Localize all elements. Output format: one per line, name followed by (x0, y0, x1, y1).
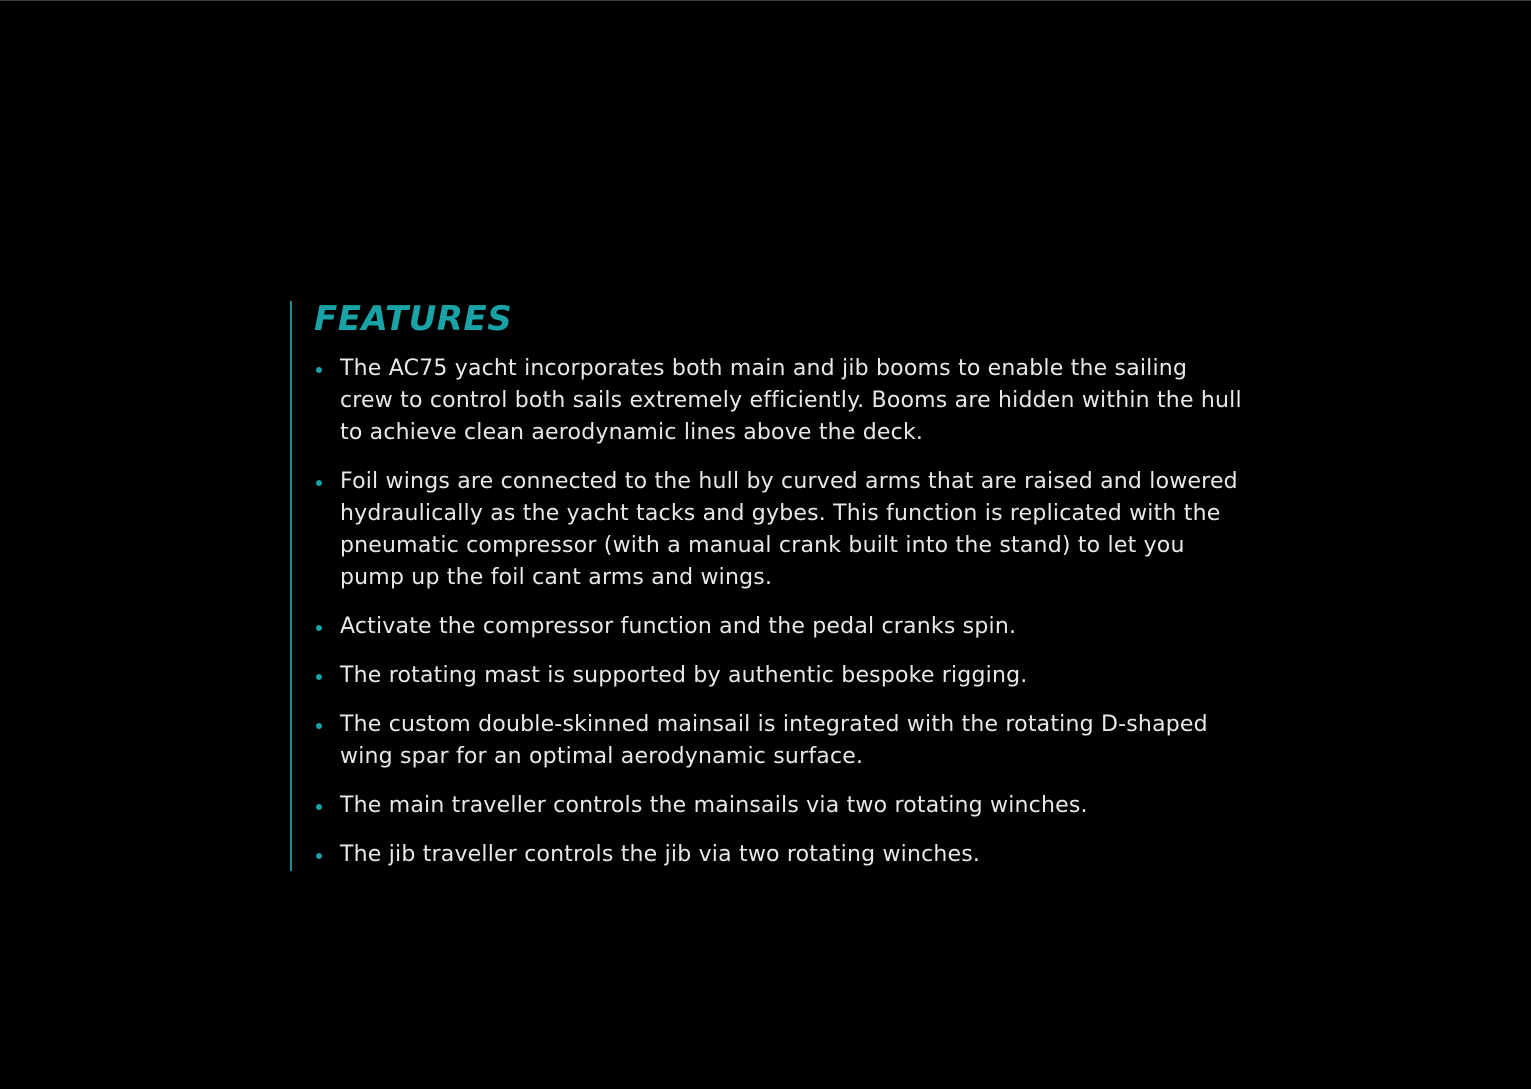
bullet-dot-icon (316, 853, 322, 859)
feature-item (314, 709, 1244, 773)
feature-list (314, 353, 1244, 888)
feature-item-text: Foil wings are connected to the hull by curved arms that are raised and lowered hydraulically as the yacht tacks and gybes. This function is replicated with the pneumatic compressor (with a manual crank built into the stand) to let you pump up the foil cant arms and wings. (340, 469, 1238, 590)
bullet-dot-icon (316, 625, 322, 631)
feature-item (314, 790, 1244, 822)
feature-item-text: Activate the compressor function and the pedal cranks spin. (340, 614, 1017, 639)
features-heading: FEATURES (314, 299, 513, 339)
bullet-dot-icon (316, 674, 322, 680)
feature-item-text: The jib traveller controls the jib via two rotating winches. (340, 842, 981, 867)
bullet-dot-icon (316, 480, 322, 486)
feature-item (314, 353, 1244, 449)
feature-item (314, 611, 1244, 643)
feature-item-text: The rotating mast is supported by authentic bespoke rigging. (340, 663, 1028, 688)
bullet-dot-icon (316, 804, 322, 810)
feature-item-text: The AC75 yacht incorporates both main and jib booms to enable the sailing crew to control both sails extremely efficiently. Booms are hidden within the hull to achieve clean aerodynamic lines above the deck. (340, 356, 1242, 445)
bullet-dot-icon (316, 723, 322, 729)
bullet-dot-icon (316, 367, 322, 373)
accent-vertical-rule (290, 301, 292, 871)
feature-item-text: The main traveller controls the mainsails via two rotating winches. (340, 793, 1088, 818)
feature-item (314, 660, 1244, 692)
feature-item (314, 839, 1244, 871)
features-section (290, 301, 1250, 871)
feature-item (314, 466, 1244, 594)
feature-item-text: The custom double-skinned mainsail is integrated with the rotating D-shaped wing spar for an optimal aerodynamic surface. (340, 712, 1208, 769)
